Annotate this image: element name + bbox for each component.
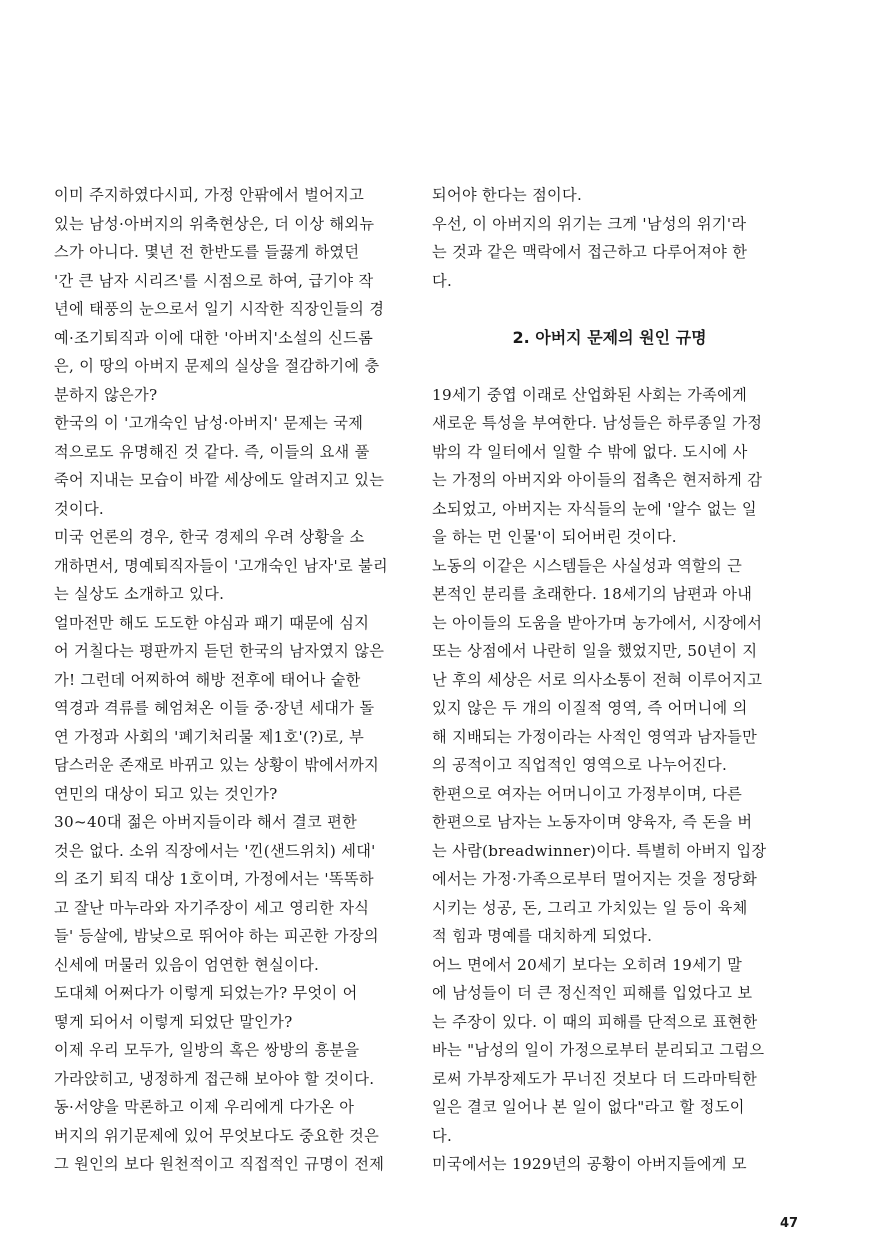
text-line: 역경과 격류를 헤엄쳐온 이들 중·장년 세대가 돌	[54, 699, 375, 717]
text-line: 분하지 않은가?	[54, 385, 158, 404]
spacer	[432, 352, 787, 381]
text-line: 들' 등살에, 밤낮으로 뛰어야 하는 피곤한 가장의	[54, 927, 379, 945]
text-line: 고 잘난 마누라와 자기주장이 세고 영리한 자식	[54, 898, 370, 917]
text-line: 일은 결코 일어나 본 일이 없다"라고 할 정도이	[432, 1098, 745, 1116]
text-line: 것이다.	[54, 499, 105, 518]
text-line: 얼마전만 해도 도도한 야심과 패기 때문에 심지	[54, 613, 370, 632]
text-line: 해 지배되는 가정이라는 사적인 영역과 남자들만	[432, 727, 758, 746]
text-line: 그 원인의 보다 원천적이고 직접적인 규명이 전제	[54, 1155, 385, 1173]
text-line: 어느 면에서 20세기 보다는 오히려 19세기 말	[432, 955, 743, 974]
text-line: 어 거칠다는 평판까지 듣던 한국의 남자였지 않은	[54, 642, 385, 660]
text-line: 또는 상점에서 나란히 일을 했었지만, 50년이 지	[432, 642, 758, 660]
text-line: 노동의 이같은 시스템들은 사실성과 역할의 근	[432, 556, 743, 575]
text-line: 신세에 머물러 있음이 엄연한 현실이다.	[54, 955, 320, 974]
text-line: 연민의 대상이 되고 있는 것인가?	[54, 784, 278, 803]
text-line: 19세기 중엽 이래로 산업화된 사회는 가족에게	[432, 385, 748, 404]
right-column	[432, 181, 787, 1179]
text-line: 있지 않은 두 개의 이질적 영역, 즉 어머니에 의	[432, 699, 748, 717]
text-line: 버지의 위기문제에 있어 무엇보다도 중요한 것은	[54, 1126, 380, 1145]
text-line: 이미 주지하였다시피, 가정 안팎에서 벌어지고	[54, 186, 365, 204]
text-line: 의 공적이고 직업적인 영역으로 나누어진다.	[432, 756, 728, 774]
text-line: 죽어 지내는 모습이 바깥 세상에도 알려지고 있는	[54, 471, 385, 489]
text-line: 에서는 가정·가족으로부터 멀어지는 것을 정당화	[432, 870, 758, 888]
text-line: 가! 그런데 어찌하여 해방 전후에 태어나 숱한	[54, 670, 361, 689]
text-line: 난 후의 세상은 서로 의사소통이 전혀 이루어지고	[432, 670, 763, 689]
text-line: '간 큰 남자 시리즈'를 시점으로 하여, 급기야 작	[54, 271, 374, 290]
text-line: 소되었고, 아버지는 자식들의 눈에 '알수 없는 일	[432, 499, 757, 518]
text-line: 동·서양을 막론하고 이제 우리에게 다가온 아	[54, 1098, 355, 1116]
text-line: 적 힘과 명예를 대치하게 되었다.	[432, 927, 653, 945]
text-line: 미국에서는 1929년의 공황이 아버지들에게 모	[432, 1155, 747, 1173]
text-line: 미국 언론의 경우, 한국 경제의 우려 상황을 소	[54, 528, 365, 546]
text-line: 적으로도 유명해진 것 같다. 즉, 이들의 요새 풀	[54, 442, 370, 461]
page-number: 47	[780, 1216, 799, 1231]
text-line: 가라앉히고, 냉정하게 접근해 보아야 할 것이다.	[54, 1069, 375, 1088]
text-line: 의 조기 퇴직 대상 1호이며, 가정에서는 '똑똑하	[54, 870, 374, 888]
text-line: 한국의 이 '고개숙인 남성·아버지' 문제는 국제	[54, 414, 364, 432]
text-line: 다.	[432, 1126, 453, 1145]
text-line: 한편으로 남자는 노동자이며 양육자, 즉 돈을 버	[432, 813, 753, 831]
text-line: 는 실상도 소개하고 있다.	[54, 585, 225, 603]
text-line: 한편으로 여자는 어머니이고 가정부이며, 다른	[432, 784, 743, 803]
text-line: 밖의 각 일터에서 일할 수 밖에 없다. 도시에 사	[432, 442, 748, 461]
text-line: 은, 이 땅의 아버지 문제의 실상을 절감하기에 충	[54, 357, 380, 375]
text-line: 바는 "남성의 일이 가정으로부터 분리되고 그럼으	[432, 1041, 765, 1059]
text-line: 는 것과 같은 맥락에서 접근하고 다루어져야 한	[432, 243, 748, 261]
text-line: 로써 가부장제도가 무너진 것보다 더 드라마틱한	[432, 1069, 758, 1088]
text-line: 는 아이들의 도움을 받아가며 농가에서, 시장에서	[432, 613, 763, 632]
text-line: 도대체 어쩌다가 이렇게 되었는가? 무엇이 어	[54, 984, 358, 1002]
text-line: 을 하는 먼 인물'이 되어버린 것이다.	[432, 528, 677, 546]
text-line: 에 남성들이 더 큰 정신적인 피해를 입었다고 보	[432, 984, 753, 1002]
text-line: 예·조기퇴직과 이에 대한 '아버지'소설의 신드롬	[54, 328, 374, 347]
text-line: 30~40대 젊은 아버지들이라 해서 결코 편한	[54, 813, 358, 831]
text-line: 다.	[432, 271, 453, 290]
section-heading: 2. 아버지 문제의 원인 규명	[512, 327, 707, 347]
text-line: 담스러운 존재로 바뀌고 있는 상황이 밖에서까지	[54, 756, 380, 774]
text-line: 되어야 한다는 점이다.	[432, 186, 583, 204]
text-line: 개하면서, 명예퇴직자들이 '고개숙인 남자'로 불리	[54, 556, 389, 575]
text-line: 연 가정과 사회의 '폐기처리물 제1호'(?)로, 부	[54, 727, 365, 746]
text-line: 본적인 분리를 초래한다. 18세기의 남편과 아내	[432, 585, 753, 603]
spacer	[432, 295, 787, 324]
left-column	[54, 181, 408, 1179]
text-line: 우선, 이 아버지의 위기는 크게 '남성의 위기'라	[432, 214, 747, 233]
text-line: 년에 태풍의 눈으로서 일기 시작한 직장인들의 경	[54, 300, 385, 318]
text-line: 시키는 성공, 돈, 그리고 가치있는 일 등이 육체	[432, 898, 748, 917]
text-line: 새로운 특성을 부여한다. 남성들은 하루종일 가정	[432, 414, 763, 432]
text-line: 는 가정의 아버지와 아이들의 접촉은 현저하게 감	[432, 471, 763, 489]
text-line: 는 사람(breadwinner)이다. 특별히 아버지 입장	[432, 841, 767, 860]
text-line: 스가 아니다. 몇년 전 한반도를 들끓게 하였던	[54, 243, 360, 261]
text-line: 있는 남성·아버지의 위축현상은, 더 이상 해외뉴	[54, 214, 375, 233]
text-line: 떻게 되어서 이렇게 되었단 말인가?	[54, 1012, 293, 1031]
text-line: 것은 없다. 소위 직장에서는 '낀(샌드위치) 세대'	[54, 841, 376, 860]
text-line: 이제 우리 모두가, 일방의 혹은 쌍방의 흥분을	[54, 1041, 360, 1059]
text-line: 는 주장이 있다. 이 때의 피해를 단적으로 표현한	[432, 1012, 758, 1031]
